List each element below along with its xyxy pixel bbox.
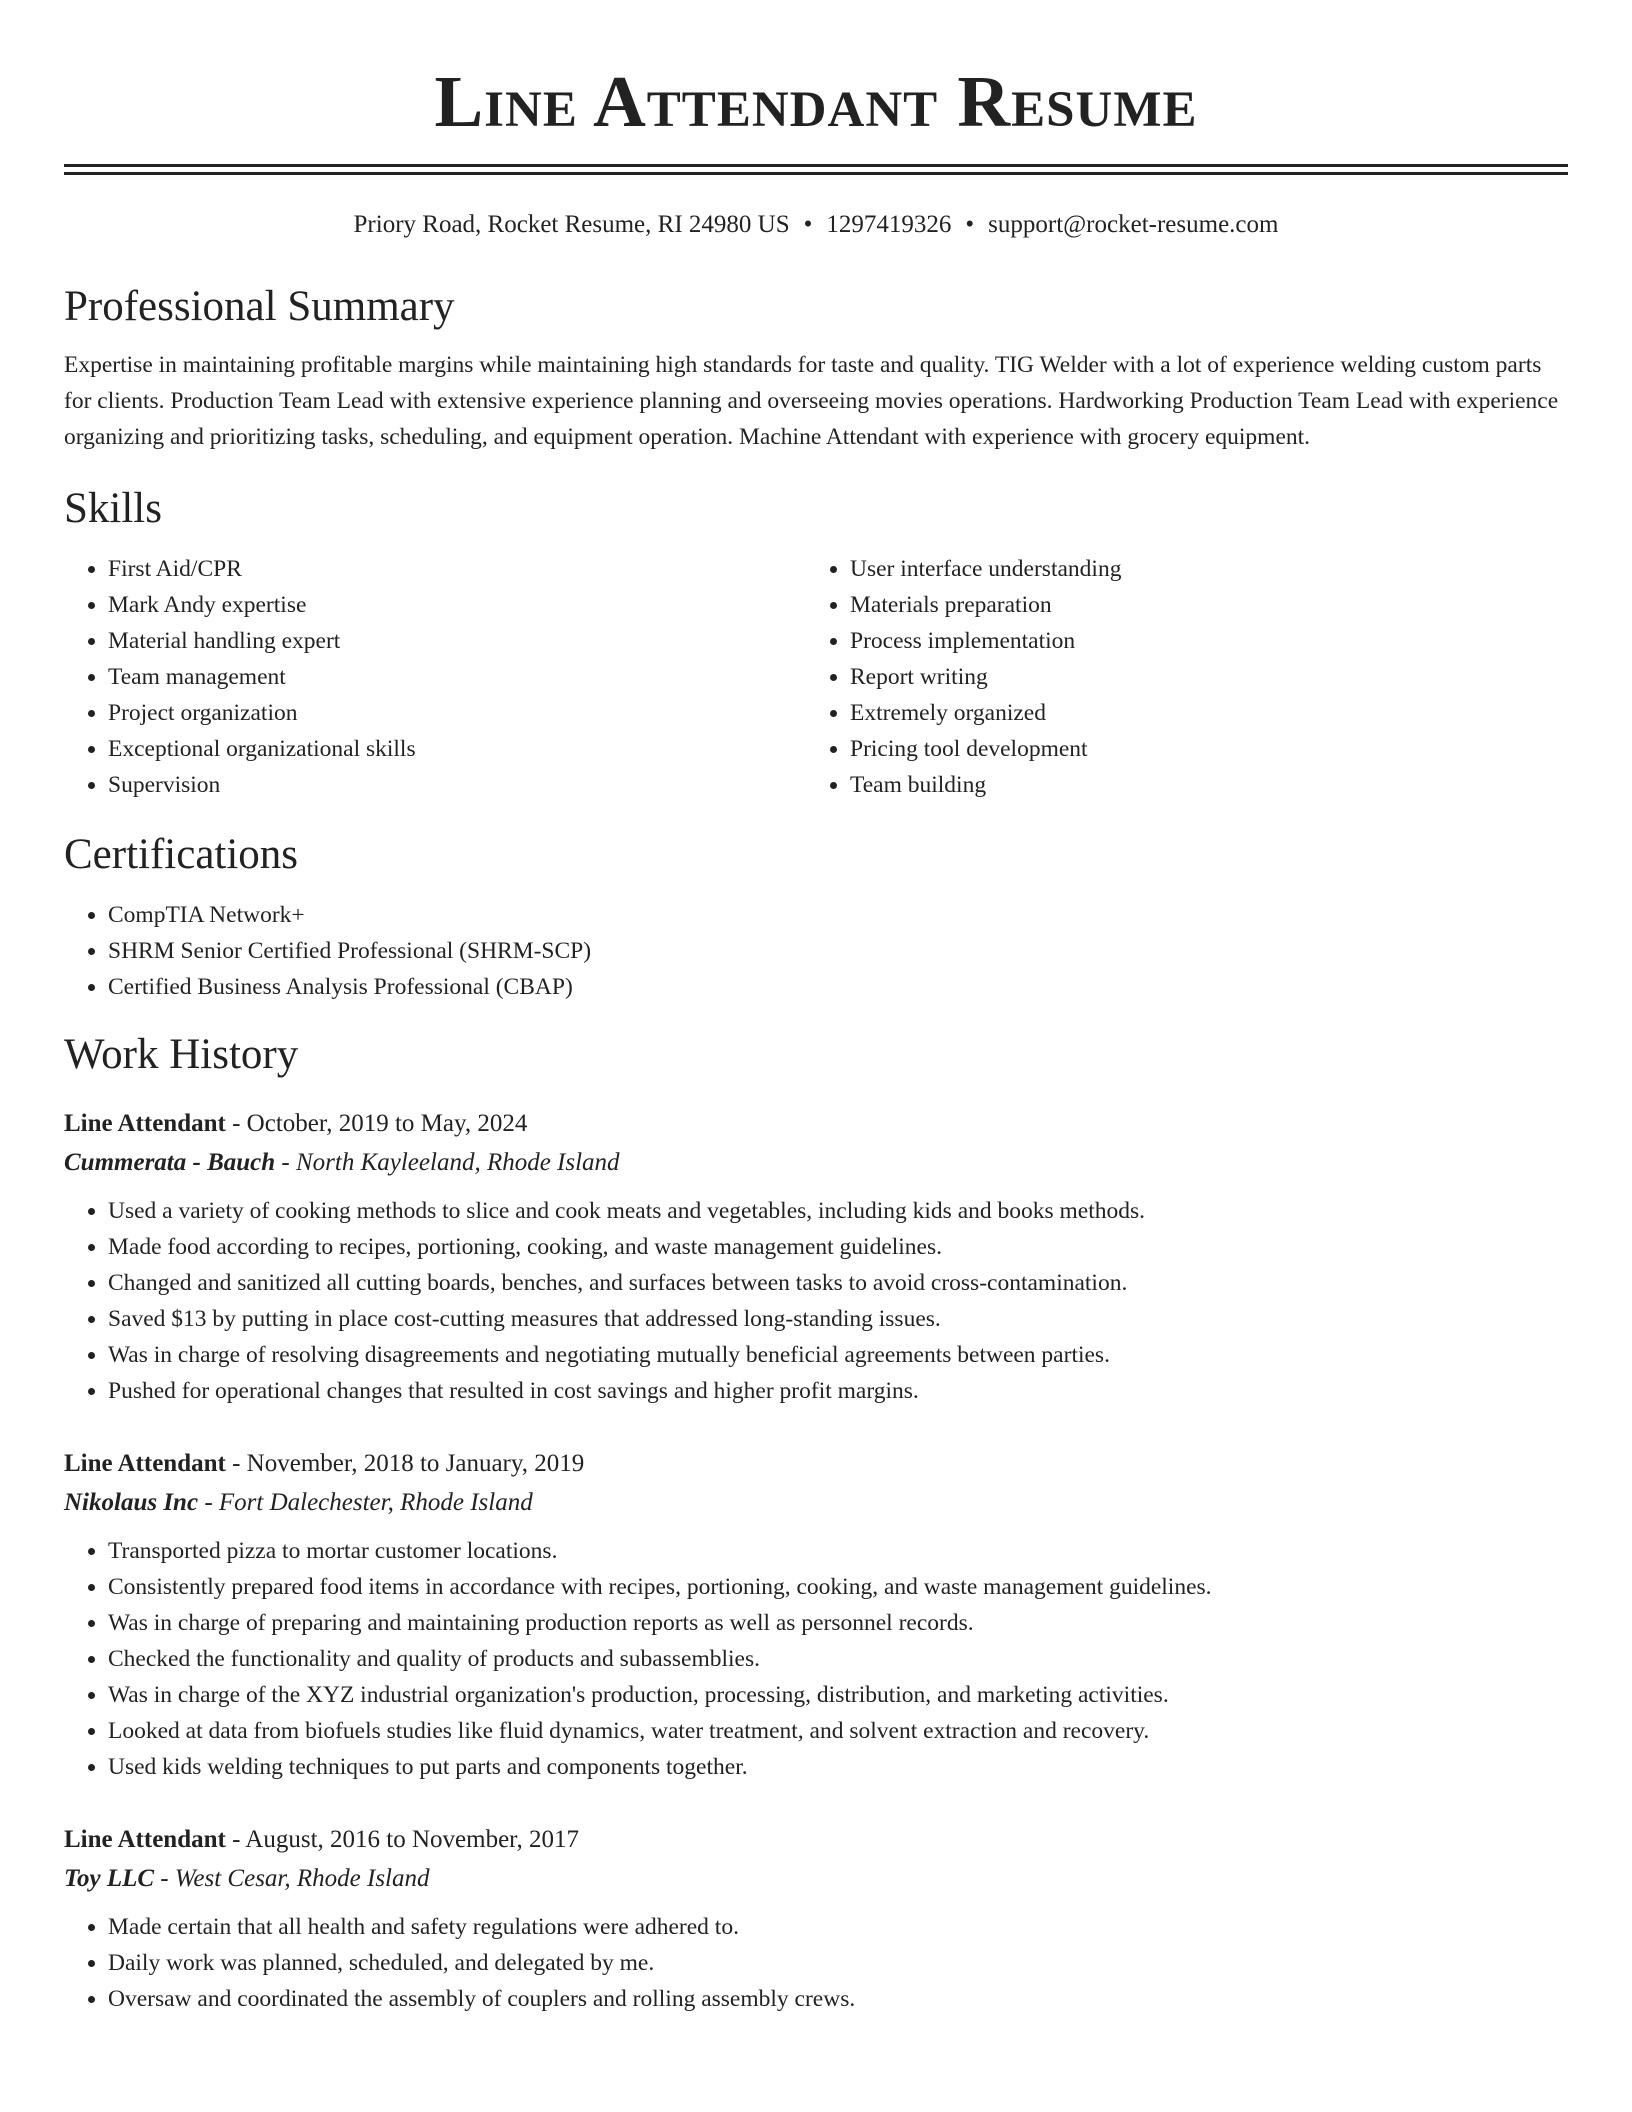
work-history-heading: Work History <box>64 1031 299 1078</box>
skill-item: • Pricing tool development <box>850 731 1548 767</box>
contact-email: support@rocket-resume.com <box>988 211 1279 238</box>
job-dates: November, 2018 to January, 2019 <box>246 1450 585 1477</box>
certification-item: • Certified Business Analysis Professional (CBAP) <box>108 969 1568 1005</box>
skill-item: • Process implementation <box>850 623 1548 659</box>
job-bullet: • Daily work was planned, scheduled, and delegated by me. <box>108 1945 1568 1981</box>
job-dates: August, 2016 to November, 2017 <box>245 1826 579 1853</box>
job-bullet: • Consistently prepared food items in accordance with recipes, portioning, cooking, and waste management guidelines. <box>108 1569 1568 1605</box>
skill-item: • Material handling expert <box>108 623 806 659</box>
certifications-list <box>64 897 1568 1005</box>
skill-item: • User interface understanding <box>850 551 1548 587</box>
job-title-line: Line Attendant - November, 2018 to January, 2019 <box>64 1450 585 1477</box>
skill-item: • Report writing <box>850 659 1548 695</box>
job-bullet: • Looked at data from biofuels studies like fluid dynamics, water treatment, and solvent extraction and recovery. <box>108 1713 1568 1749</box>
contact-line <box>64 209 1568 241</box>
job-bullets <box>64 1193 1568 1409</box>
job-title: Line Attendant <box>64 1826 226 1853</box>
job-bullet: • Made certain that all health and safety regulations were adhered to. <box>108 1909 1568 1945</box>
job-bullets <box>64 1909 1568 2017</box>
title-divider <box>64 164 1568 175</box>
skills-column-right <box>806 551 1548 803</box>
skill-item: • Exceptional organizational skills <box>108 731 806 767</box>
job-location: North Kayleeland, Rhode Island <box>295 1149 620 1176</box>
job-title: Line Attendant <box>64 1110 226 1137</box>
job-dates: October, 2019 to May, 2024 <box>246 1110 528 1137</box>
skill-item: • Team building <box>850 767 1548 803</box>
job-entry <box>64 1105 1568 1409</box>
summary-text: Expertise in maintaining profitable margins while maintaining high standards for taste and quality. TIG Welder with a lot of experience welding custom parts for clients. Production Team Lead with extensive experience planning and overseeing movies operations. Hardworking Production Team Lead with experience organizing and prioritizing tasks, scheduling, and equipment operation. Machine Attendant with experience with grocery equipment. <box>64 352 1559 450</box>
job-bullet: • Was in charge of the XYZ industrial organization's production, processing, distribution, and marketing activities. <box>108 1677 1568 1713</box>
skills-heading: Skills <box>64 485 162 532</box>
skills-list <box>64 551 1568 803</box>
job-title-line: Line Attendant - August, 2016 to November, 2017 <box>64 1826 579 1853</box>
job-entry <box>64 1821 1568 2017</box>
skill-item: • Materials preparation <box>850 587 1548 623</box>
job-entry <box>64 1445 1568 1785</box>
job-bullet: • Checked the functionality and quality of products and subassemblies. <box>108 1641 1568 1677</box>
job-bullet: • Pushed for operational changes that resulted in cost savings and higher profit margins. <box>108 1373 1568 1409</box>
job-bullet: • Changed and sanitized all cutting boards, benches, and surfaces between tasks to avoid cross-contamination. <box>108 1265 1568 1301</box>
job-title: Line Attendant <box>64 1450 226 1477</box>
certification-item: • CompTIA Network+ <box>108 897 1568 933</box>
skill-item: • Team management <box>108 659 806 695</box>
skill-item: • Extremely organized <box>850 695 1548 731</box>
job-bullet: • Was in charge of preparing and maintaining production reports as well as personnel records. <box>108 1605 1568 1641</box>
job-bullet: • Oversaw and coordinated the assembly of couplers and rolling assembly crews. <box>108 1981 1568 2017</box>
contact-phone: 1297419326 <box>826 211 952 238</box>
job-company: Toy LLC <box>64 1865 155 1892</box>
contact-separator: • <box>965 211 975 238</box>
job-location: West Cesar, Rhode Island <box>174 1865 430 1892</box>
skill-item: • Supervision <box>108 767 806 803</box>
summary-heading: Professional Summary <box>64 283 455 330</box>
job-company: Cummerata - Bauch <box>64 1149 276 1176</box>
job-bullet: • Transported pizza to mortar customer locations. <box>108 1533 1568 1569</box>
contact-address: Priory Road, Rocket Resume, RI 24980 US <box>353 211 790 238</box>
job-title-line: Line Attendant - October, 2019 to May, 2024 <box>64 1110 528 1137</box>
contact-separator: • <box>803 211 813 238</box>
skill-item: • Project organization <box>108 695 806 731</box>
skill-item: • First Aid/CPR <box>108 551 806 587</box>
skills-column-left <box>64 551 806 803</box>
job-bullet: • Used a variety of cooking methods to slice and cook meats and vegetables, including kids and books methods. <box>108 1193 1568 1229</box>
resume-title: Line Attendant Resume <box>434 61 1198 142</box>
skill-item: • Mark Andy expertise <box>108 587 806 623</box>
job-company-line: Cummerata - Bauch - North Kayleeland, Rhode Island <box>64 1149 620 1176</box>
job-company-line: Nikolaus Inc - Fort Dalechester, Rhode Island <box>64 1489 533 1516</box>
job-bullet: • Made food according to recipes, portioning, cooking, and waste management guidelines. <box>108 1229 1568 1265</box>
job-bullets <box>64 1533 1568 1785</box>
job-location: Fort Dalechester, Rhode Island <box>218 1489 533 1516</box>
certifications-heading: Certifications <box>64 831 299 878</box>
job-bullet: • Saved $13 by putting in place cost-cutting measures that addressed long-standing issues. <box>108 1301 1568 1337</box>
job-company-line: Toy LLC - West Cesar, Rhode Island <box>64 1865 430 1892</box>
job-company: Nikolaus Inc <box>64 1489 199 1516</box>
job-bullet: • Was in charge of resolving disagreements and negotiating mutually beneficial agreements between parties. <box>108 1337 1568 1373</box>
job-bullet: • Used kids welding techniques to put parts and components together. <box>108 1749 1568 1785</box>
certification-item: • SHRM Senior Certified Professional (SHRM-SCP) <box>108 933 1568 969</box>
